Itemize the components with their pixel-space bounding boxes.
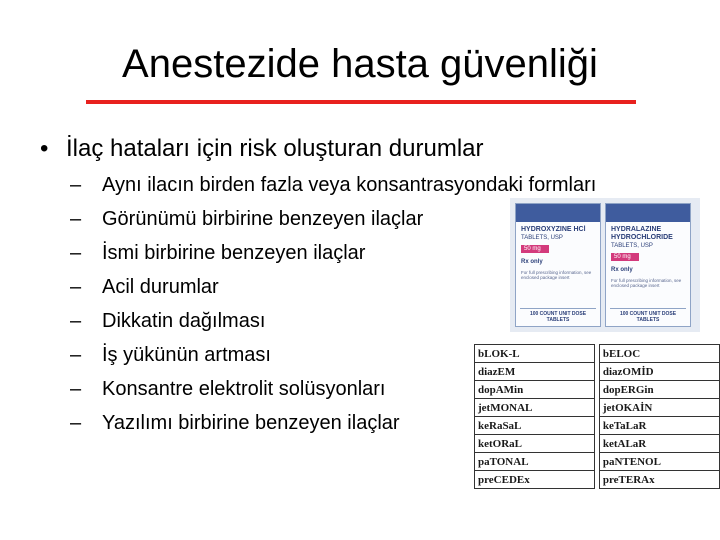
table-cell: jetOKAİN bbox=[599, 399, 719, 417]
list-item-text: Dikkatin dağılması bbox=[102, 310, 266, 332]
package-name: HYDROXYZINE HCl bbox=[521, 226, 586, 233]
table-row bbox=[475, 435, 720, 453]
table-row bbox=[475, 453, 720, 471]
table-cell: keTaLaR bbox=[599, 417, 719, 435]
list-item-text: Görünümü birbirine benzeyen ilaçlar bbox=[102, 208, 424, 230]
table-row bbox=[475, 345, 720, 363]
dash-icon: – bbox=[70, 276, 82, 298]
list-item-text: İsmi birbirine benzeyen ilaçlar bbox=[102, 242, 366, 264]
table-cell: dopERGin bbox=[599, 381, 719, 399]
dash-icon: – bbox=[70, 412, 82, 434]
package-count: 100 COUNT UNIT DOSE TABLETS bbox=[520, 308, 596, 323]
table-cell: paTONAL bbox=[475, 453, 595, 471]
dash-icon: – bbox=[70, 310, 82, 332]
table-row bbox=[475, 363, 720, 381]
dash-icon: – bbox=[70, 378, 82, 400]
table-cell: diazOMİD bbox=[599, 363, 719, 381]
package-form: TABLETS, USP bbox=[611, 243, 653, 249]
title-underline bbox=[86, 100, 636, 104]
main-bullet bbox=[40, 134, 484, 164]
package-info: For full prescribing information, see enclosed package insert bbox=[611, 278, 682, 288]
table-cell: diazEM bbox=[475, 363, 595, 381]
table-cell: paNTENOL bbox=[599, 453, 719, 471]
package-count: 100 COUNT UNIT DOSE TABLETS bbox=[610, 308, 686, 323]
table-row bbox=[475, 399, 720, 417]
package-header bbox=[606, 204, 690, 222]
dash-icon: – bbox=[70, 208, 82, 230]
list-item-text: Konsantre elektrolit solüsyonları bbox=[102, 378, 386, 400]
table-cell: preCEDEx bbox=[475, 471, 595, 489]
medicine-package bbox=[515, 203, 601, 327]
package-form: TABLETS, USP bbox=[521, 235, 563, 241]
package-header bbox=[516, 204, 600, 222]
table-row bbox=[475, 417, 720, 435]
list-item-text: İş yükünün artması bbox=[102, 344, 271, 366]
table-cell: ketORaL bbox=[475, 435, 595, 453]
package-rx: Rx only bbox=[521, 259, 543, 265]
package-info: For full prescribing information, see enclosed package insert bbox=[521, 270, 592, 280]
table-cell: dopAMin bbox=[475, 381, 595, 399]
table-cell: bELOC bbox=[599, 345, 719, 363]
dash-icon: – bbox=[70, 344, 82, 366]
table-row bbox=[475, 471, 720, 489]
dash-icon: – bbox=[70, 242, 82, 264]
table-cell: bLOK-L bbox=[475, 345, 595, 363]
list-item-text: Aynı ilacın birden fazla veya konsantrasyondaki formları bbox=[102, 174, 597, 196]
list-item bbox=[70, 173, 627, 198]
main-bullet-text: İlaç hataları için risk oluşturan durumlar bbox=[66, 135, 484, 162]
bullet-dot-icon: • bbox=[40, 135, 49, 162]
package-dose: 50 mg bbox=[521, 245, 549, 253]
table-cell: preTERAx bbox=[599, 471, 719, 489]
lasa-drug-table bbox=[474, 344, 720, 489]
table-cell: jetMONAL bbox=[475, 399, 595, 417]
package-rx: Rx only bbox=[611, 267, 633, 273]
list-item-text: Acil durumlar bbox=[102, 276, 219, 298]
table-cell: ketALaR bbox=[599, 435, 719, 453]
list-item-text: Yazılımı birbirine benzeyen ilaçlar bbox=[102, 412, 400, 434]
package-name: HYDRALAZINE HYDROCHLORIDE bbox=[611, 226, 673, 241]
table-cell: keRaSaL bbox=[475, 417, 595, 435]
dash-icon: – bbox=[70, 174, 82, 196]
slide-title: Anestezide hasta güvenliği bbox=[122, 42, 598, 86]
package-dose: 50 mg bbox=[611, 253, 639, 261]
medicine-package bbox=[605, 203, 691, 327]
table-row bbox=[475, 381, 720, 399]
